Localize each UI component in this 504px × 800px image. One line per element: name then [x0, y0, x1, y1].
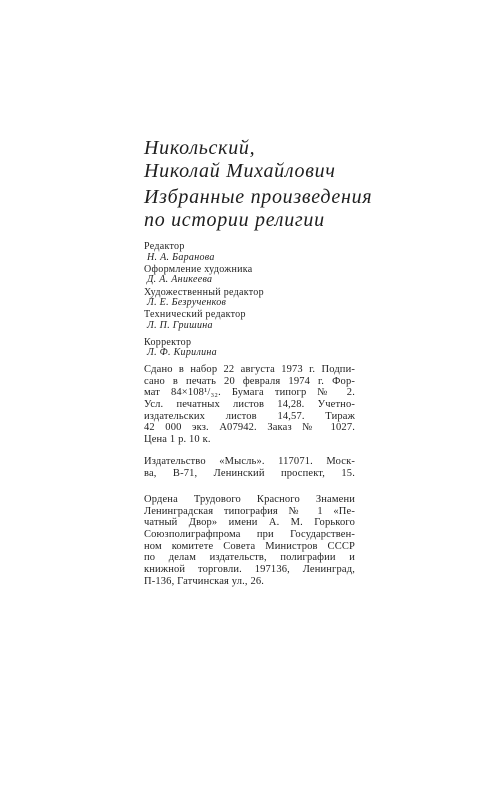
- credit-role: Художественный редактор: [144, 286, 264, 298]
- credit-designer: [144, 265, 355, 286]
- credit-person: Л. Ф. Кирилина: [147, 347, 217, 359]
- credit-editor: [144, 242, 355, 263]
- printer-paragraph: [144, 494, 355, 587]
- book-title: [144, 186, 373, 232]
- text-line: ном комитете Совета Министров СССР: [144, 540, 355, 552]
- text-line: 42 000 экз. А07942. Заказ № 1027.: [144, 422, 355, 434]
- credit-person: Н. А. Баранова: [147, 251, 215, 263]
- text-line: ва, В-71, Ленинский проспект, 15.: [144, 467, 355, 479]
- text-line: книжной торговли. 197136, Ленинград,: [144, 563, 355, 575]
- text-line: Ордена Трудового Красного Знамени: [144, 494, 355, 505]
- text-line: сано в печать 20 февраля 1974 г. Фор-: [144, 375, 355, 387]
- text-line: чатный Двор» имени А. М. Горького: [144, 517, 355, 529]
- credit-role: Редактор: [144, 241, 185, 252]
- print-details-paragraph: [144, 364, 355, 446]
- credit-role: Технический редактор: [144, 309, 246, 321]
- credit-proofreader: [144, 338, 355, 359]
- credit-art-editor: [144, 288, 355, 309]
- book-title-line: Избранные произведения: [144, 186, 373, 208]
- text-line: Усл. печатных листов 14,28. Учетно-: [144, 398, 355, 410]
- publisher-paragraph: [144, 456, 355, 479]
- book-title-line: по истории религии: [144, 209, 325, 231]
- text-line: по делам издательств, полиграфии и: [144, 552, 355, 564]
- text-line: Союзполиграфпрома при Государствен-: [144, 528, 355, 540]
- credit-person: Л. Е. Безрученков: [147, 297, 227, 309]
- credits-list: [144, 242, 355, 360]
- text-line: Ленинградская типография № 1 «Пе-: [144, 505, 355, 517]
- text-line: Цена 1 р. 10 к.: [144, 433, 211, 445]
- credit-role: Оформление художника: [144, 263, 253, 275]
- text-line: Издательство «Мысль». 117071. Моск-: [144, 456, 355, 467]
- author-name: [144, 137, 355, 183]
- credit-person: Д. А. Аникеева: [147, 274, 213, 286]
- author-surname: Никольский,: [144, 137, 256, 159]
- text-line: издательских листов 14,57. Тираж: [144, 410, 355, 422]
- credit-technical-editor: [144, 310, 355, 331]
- credit-person: Л. П. Гришина: [147, 319, 213, 331]
- text-line: Сдано в набор 22 августа 1973 г. Подпи-: [144, 364, 355, 375]
- text-line: П-136, Гатчинская ул., 26.: [144, 575, 265, 587]
- author-given-names: Николай Михайлович: [144, 160, 336, 182]
- text-line: мат 84×108¹/₃₂. Бумага типогр № 2.: [144, 387, 355, 399]
- credit-role: Корректор: [144, 336, 192, 348]
